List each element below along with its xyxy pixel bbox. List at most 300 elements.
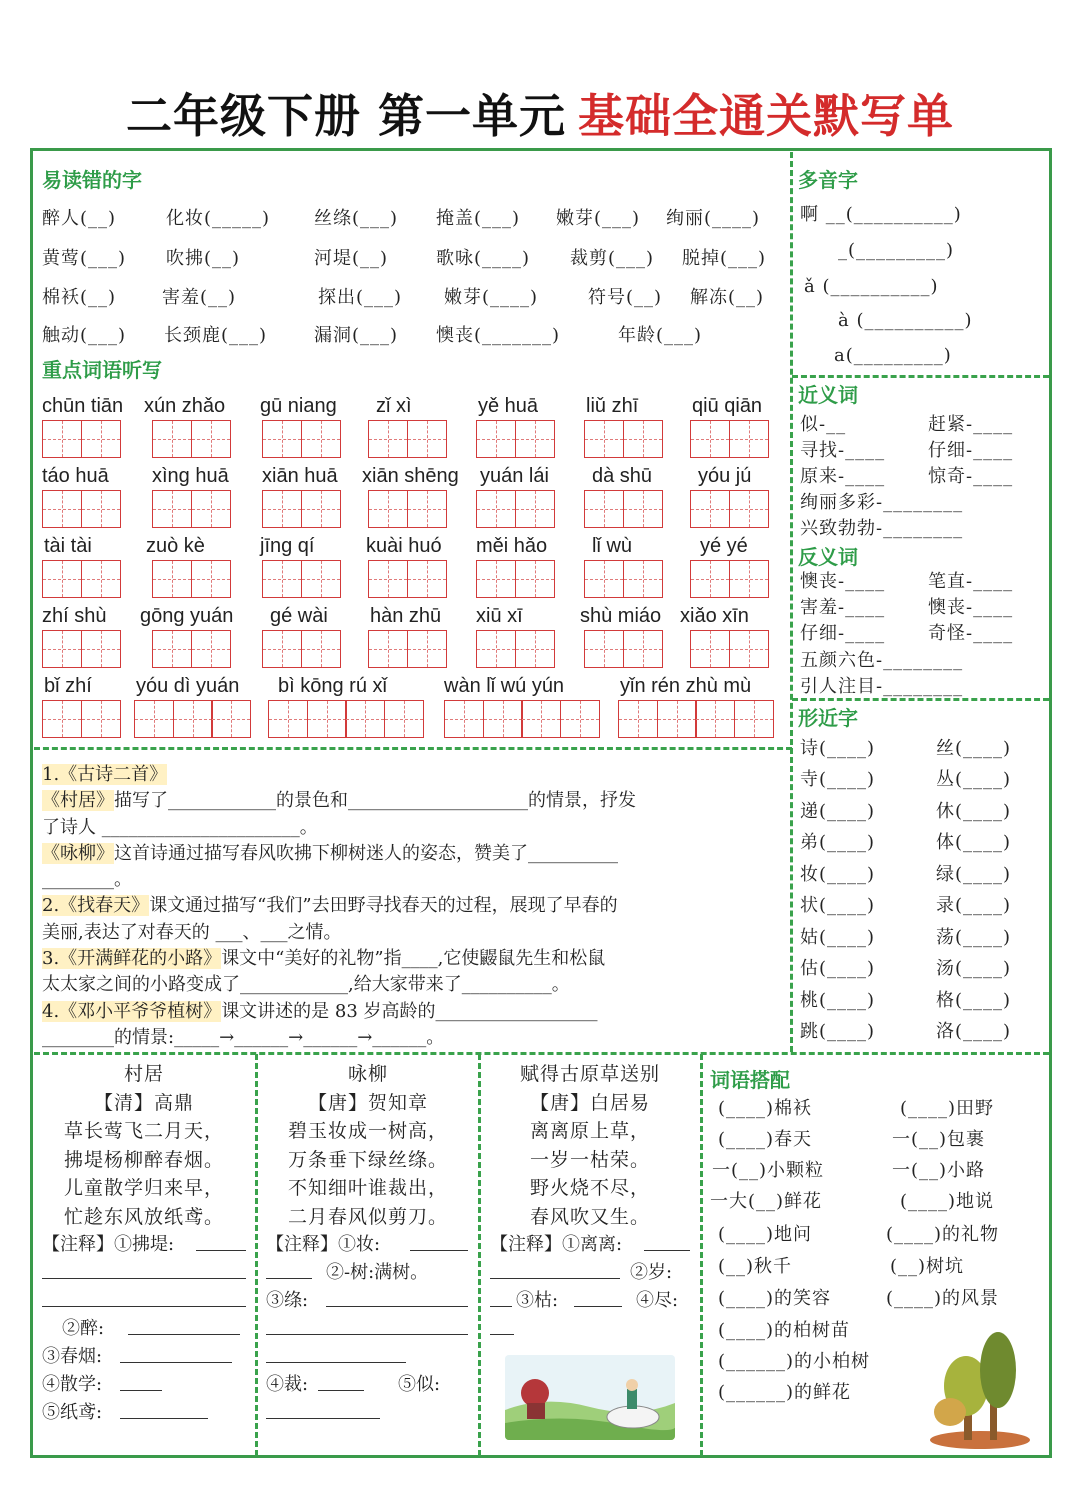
- grid-cell[interactable]: [729, 630, 769, 668]
- writing-grid[interactable]: [476, 560, 555, 598]
- divider-right: [790, 152, 793, 1052]
- note-label: ④尽:: [636, 1290, 679, 1311]
- poem-title: 咏柳: [347, 1063, 388, 1085]
- pinyin: hàn zhū: [370, 605, 442, 627]
- answer-line: [318, 1390, 364, 1391]
- collocation-item: (____)的笑容: [718, 1288, 832, 1309]
- poem-title: 村居: [123, 1063, 164, 1085]
- polyphone-item: ǎ (__________): [804, 276, 939, 297]
- pinyin: gū niang: [260, 395, 337, 417]
- easy-word: 害羞(__): [162, 287, 237, 308]
- question-line: [42, 815, 784, 841]
- note-label: 【注释】①妆:: [266, 1234, 381, 1255]
- writing-grid[interactable]: [42, 490, 121, 528]
- grid-cell[interactable]: [262, 630, 302, 668]
- writing-grid[interactable]: [42, 560, 121, 598]
- divider-poly: [792, 375, 1049, 378]
- similar-char: 录(____): [936, 895, 1012, 916]
- collocation-item: (____)地说: [900, 1191, 995, 1212]
- grid-cell[interactable]: [515, 420, 555, 458]
- question-line: [42, 788, 784, 814]
- grid-cell[interactable]: [42, 700, 82, 738]
- answer-line: [326, 1306, 468, 1307]
- pinyin: táo huā: [42, 465, 109, 487]
- collocation-item: (__)树坑: [890, 1256, 965, 1277]
- writing-grid[interactable]: [584, 420, 663, 458]
- answer-line: [266, 1362, 406, 1363]
- poem-author: 【清】高鼎: [93, 1091, 194, 1114]
- pinyin: gé wài: [270, 605, 328, 627]
- grid-cell[interactable]: [191, 630, 231, 668]
- divider-poem1: [255, 1054, 258, 1456]
- answer-line: [42, 1306, 246, 1307]
- grid-cell[interactable]: [81, 560, 121, 598]
- pinyin: yuán lái: [480, 465, 549, 487]
- collocation-item: (____)田野: [900, 1098, 995, 1119]
- note-label: ③春烟:: [42, 1346, 103, 1367]
- pinyin: xiān huā: [262, 465, 338, 487]
- answer-line: [490, 1334, 514, 1335]
- writing-grid[interactable]: [42, 630, 121, 668]
- writing-grid[interactable]: [444, 700, 600, 738]
- writing-grid[interactable]: [368, 490, 447, 528]
- answer-line: [120, 1362, 232, 1363]
- easy-word: 吹拂(__): [166, 248, 241, 269]
- pinyin: yǐn rén zhù mù: [620, 675, 752, 697]
- divider-mid: [34, 747, 792, 750]
- pinyin: měi hǎo: [476, 535, 548, 557]
- pinyin: zhí shù: [42, 605, 107, 627]
- easy-word: 触动(___): [42, 325, 127, 346]
- grid-cell[interactable]: [301, 490, 341, 528]
- poem-line: 草长莺飞二月天，: [63, 1120, 224, 1142]
- poem-line: 万条垂下绿丝绦。: [287, 1148, 448, 1171]
- grid-cell[interactable]: [690, 490, 730, 528]
- answer-line: [410, 1250, 468, 1251]
- question-title: 《村居》: [42, 790, 114, 812]
- easy-word: 丝绦(___): [314, 208, 399, 229]
- grid-cell[interactable]: [152, 560, 192, 598]
- note-label: ③绦:: [266, 1290, 309, 1311]
- poem-line: 野火烧不尽，: [529, 1177, 650, 1199]
- antonym-item: 奇怪-____: [928, 623, 1014, 644]
- grid-cell[interactable]: [81, 490, 121, 528]
- pinyin: yé yé: [700, 535, 748, 557]
- grid-cell[interactable]: [695, 700, 735, 738]
- answer-line: [490, 1278, 620, 1279]
- answer-line: [128, 1334, 240, 1335]
- similar-char: 递(____): [800, 801, 876, 822]
- easy-word: 黄莺(___): [42, 248, 127, 269]
- grid-cell[interactable]: [407, 630, 447, 668]
- writing-grid[interactable]: [268, 700, 424, 738]
- note-label: ⑤纸鸢:: [42, 1402, 103, 1423]
- writing-grid[interactable]: [134, 700, 251, 738]
- poem-author: 【唐】白居易: [529, 1091, 650, 1114]
- poem-line: 春风吹又生。: [529, 1205, 650, 1228]
- poem-title: 赋得古原草送别: [519, 1063, 660, 1085]
- question-title: 4.《邓小平爷爷植树》: [42, 1000, 222, 1022]
- writing-grid[interactable]: [690, 420, 769, 458]
- grid-cell[interactable]: [690, 420, 730, 458]
- writing-grid[interactable]: [584, 630, 663, 668]
- antonym-item: 懊丧-____: [928, 597, 1014, 618]
- question-text: 课文中“美好的礼物”指____,它使鼹鼠先生和松鼠: [221, 948, 606, 970]
- antonym-item: 害羞-____: [800, 597, 886, 618]
- similar-char: 弟(____): [800, 832, 876, 853]
- pinyin: zuò kè: [146, 535, 205, 557]
- similar-char: 汤(____): [936, 958, 1012, 979]
- easy-word: 裁剪(___): [570, 248, 655, 269]
- question-title: 1.《古诗二首》: [42, 764, 168, 785]
- grid-cell[interactable]: [81, 700, 121, 738]
- grid-cell[interactable]: [42, 490, 82, 528]
- grid-cell[interactable]: [729, 490, 769, 528]
- section-polyphone: 多音字: [798, 168, 858, 192]
- note-label: 【注释】①离离:: [490, 1234, 623, 1255]
- grid-cell[interactable]: [368, 560, 408, 598]
- grid-cell[interactable]: [262, 490, 302, 528]
- collocation-item: (______)的鲜花: [718, 1382, 852, 1403]
- grid-cell[interactable]: [476, 630, 516, 668]
- poem-line: 一岁一枯荣。: [529, 1148, 650, 1171]
- pinyin: yě huā: [478, 395, 539, 417]
- poem-fudeguyuancao: [484, 1060, 696, 1231]
- grid-cell[interactable]: [191, 490, 231, 528]
- easy-word: 解冻(__): [690, 287, 765, 308]
- grid-cell[interactable]: [444, 700, 484, 738]
- divider-poem2: [478, 1054, 481, 1456]
- answer-line: [490, 1306, 512, 1307]
- similar-char: 姑(____): [800, 927, 876, 948]
- pinyin: jīng qí: [260, 535, 315, 557]
- grid-cell[interactable]: [515, 490, 555, 528]
- easy-word: 长颈鹿(___): [164, 325, 268, 346]
- grid-cell[interactable]: [584, 560, 624, 598]
- question-text: 了诗人 ______________________。: [42, 816, 318, 838]
- pinyin: xiān shēng: [362, 465, 459, 487]
- grid-cell[interactable]: [301, 630, 341, 668]
- grid-cell[interactable]: [173, 700, 213, 738]
- divider-poem3: [700, 1054, 703, 1456]
- writing-grid[interactable]: [690, 490, 769, 528]
- grid-cell[interactable]: [407, 490, 447, 528]
- question-line: [42, 946, 784, 972]
- grid-cell[interactable]: [476, 490, 516, 528]
- section-synonym: 近义词: [798, 383, 858, 407]
- grid-cell[interactable]: [515, 630, 555, 668]
- grid-cell[interactable]: [191, 560, 231, 598]
- question-title: 2.《找春天》: [42, 895, 150, 917]
- grid-cell[interactable]: [729, 420, 769, 458]
- polyphone-item: a(_________): [834, 345, 952, 366]
- similar-char: 洛(____): [936, 1021, 1012, 1042]
- writing-grid[interactable]: [262, 630, 341, 668]
- similar-char: 体(____): [936, 832, 1012, 853]
- question-line: [42, 893, 784, 919]
- section-easy-wrong: 易读错的字: [42, 168, 142, 192]
- easy-word: 歌咏(____): [436, 248, 531, 269]
- grid-cell[interactable]: [729, 560, 769, 598]
- antonym-item: 五颜六色-________: [800, 650, 964, 671]
- question-title: 《咏柳》: [42, 842, 114, 864]
- synonym-item: 惊奇-____: [928, 466, 1014, 487]
- easy-word: 符号(__): [588, 287, 663, 308]
- writing-grid[interactable]: [476, 420, 555, 458]
- writing-grid[interactable]: [262, 490, 341, 528]
- grid-cell[interactable]: [191, 420, 231, 458]
- question-text: 描写了____________的景色和____________________的情景，抒发: [114, 790, 636, 812]
- similar-char: 跳(____): [800, 1021, 876, 1042]
- synonym-item: 赶紧-____: [928, 414, 1014, 435]
- question-text: ________。: [42, 869, 132, 891]
- answer-line: [42, 1278, 246, 1279]
- answer-line: [266, 1278, 312, 1279]
- pinyin: kuài huó: [366, 535, 442, 557]
- pinyin: tài tài: [44, 535, 92, 557]
- grid-cell[interactable]: [584, 420, 624, 458]
- grid-cell[interactable]: [152, 490, 192, 528]
- grid-cell[interactable]: [584, 490, 624, 528]
- writing-grid[interactable]: [618, 700, 774, 738]
- collocation-item: (____)棉袄: [718, 1098, 813, 1119]
- writing-grid[interactable]: [152, 630, 231, 668]
- easy-word: 探出(___): [318, 287, 403, 308]
- similar-char: 状(____): [800, 895, 876, 916]
- page-title: [0, 80, 1080, 146]
- grid-cell[interactable]: [262, 420, 302, 458]
- grid-cell[interactable]: [384, 700, 424, 738]
- grid-cell[interactable]: [690, 630, 730, 668]
- question-line: [42, 920, 784, 946]
- grid-cell[interactable]: [42, 630, 82, 668]
- antonym-item: 懊丧-____: [800, 571, 886, 592]
- grid-cell[interactable]: [584, 630, 624, 668]
- easy-word: 年龄(___): [618, 325, 703, 346]
- synonym-item: 寻找-____: [800, 440, 886, 461]
- grid-cell[interactable]: [560, 700, 600, 738]
- poem-author: 【唐】贺知章: [307, 1091, 428, 1114]
- writing-grid[interactable]: [690, 560, 769, 598]
- tree-illustration: [920, 1330, 1040, 1450]
- question-text: ________的情景:_____→______→______→______。: [42, 1026, 445, 1048]
- writing-grid[interactable]: [262, 420, 341, 458]
- pinyin: xiǎo xīn: [680, 605, 749, 627]
- grid-cell[interactable]: [476, 560, 516, 598]
- question-text: 课文讲述的是 83 岁高龄的__________________: [221, 1000, 598, 1022]
- divider-bottom: [34, 1052, 1049, 1055]
- section-similar-char: 形近字: [798, 706, 858, 730]
- poem-cunju: [38, 1060, 250, 1231]
- poem-line: 不知细叶谁裁出，: [287, 1177, 448, 1199]
- writing-grid[interactable]: [368, 420, 447, 458]
- grid-cell[interactable]: [521, 700, 561, 738]
- collocation-item: 一(__)小颗粒: [712, 1160, 825, 1181]
- note-label: ②岁:: [630, 1262, 673, 1283]
- divider-syn: [792, 698, 1049, 701]
- easy-word: 掩盖(___): [436, 208, 521, 229]
- collocation-item: 一(__)包裹: [892, 1129, 986, 1150]
- similar-char: 妆(____): [800, 864, 876, 885]
- easy-word: 绚丽(____): [666, 208, 761, 229]
- synonym-item: 绚丽多彩-________: [800, 492, 964, 513]
- note-label: 【注释】①拂堤:: [42, 1234, 175, 1255]
- similar-char: 绿(____): [936, 864, 1012, 885]
- question-title: 3.《开满鲜花的小路》: [42, 948, 222, 970]
- grid-cell[interactable]: [81, 420, 121, 458]
- grid-cell[interactable]: [623, 490, 663, 528]
- poem-illustration: [505, 1355, 675, 1440]
- grid-cell[interactable]: [476, 420, 516, 458]
- question-line: [42, 867, 784, 893]
- polyphone-item: _(_________): [838, 240, 955, 261]
- grid-cell[interactable]: [211, 700, 251, 738]
- antonym-item: 引人注目-________: [800, 676, 964, 697]
- similar-char: 丛(____): [936, 769, 1012, 790]
- grid-cell[interactable]: [734, 700, 774, 738]
- grid-cell[interactable]: [152, 420, 192, 458]
- answer-line: [644, 1250, 690, 1251]
- questions-area: [42, 762, 784, 1051]
- poem-line: 离离原上草，: [529, 1120, 650, 1142]
- pinyin: yóu jú: [698, 465, 752, 487]
- answer-line: [120, 1418, 208, 1419]
- pinyin: gōng yuán: [140, 605, 234, 627]
- grid-cell[interactable]: [134, 700, 174, 738]
- poem-line: 碧玉妆成一树高，: [287, 1120, 448, 1142]
- writing-grid[interactable]: [152, 490, 231, 528]
- grid-cell[interactable]: [345, 700, 385, 738]
- grid-cell[interactable]: [301, 560, 341, 598]
- grid-cell[interactable]: [407, 560, 447, 598]
- similar-char: 寺(____): [800, 769, 876, 790]
- poem-line: 拂堤杨柳醉春烟。: [63, 1148, 224, 1171]
- pinyin: dà shū: [592, 465, 653, 487]
- answer-line: [120, 1390, 162, 1391]
- easy-word: 化妆(_____): [166, 208, 271, 229]
- similar-char: 诗(____): [800, 738, 876, 759]
- collocation-item: (____)的风景: [886, 1288, 1000, 1309]
- grid-cell[interactable]: [262, 560, 302, 598]
- grid-cell[interactable]: [368, 630, 408, 668]
- pinyin: yóu dì yuán: [136, 675, 240, 697]
- pinyin: xún zhǎo: [144, 395, 226, 417]
- grid-cell[interactable]: [623, 560, 663, 598]
- section-collocation: 词语搭配: [710, 1068, 790, 1092]
- easy-word: 嫩芽(___): [556, 208, 641, 229]
- writing-grid[interactable]: [42, 700, 121, 738]
- writing-grid[interactable]: [152, 420, 231, 458]
- poem-yongliu: [262, 1060, 474, 1231]
- grid-cell[interactable]: [623, 420, 663, 458]
- grid-cell[interactable]: [301, 420, 341, 458]
- writing-grid[interactable]: [584, 490, 663, 528]
- pinyin: shù miáo: [580, 605, 662, 627]
- grid-cell[interactable]: [307, 700, 347, 738]
- collocation-item: 一(__)小路: [892, 1160, 986, 1181]
- answer-line: [196, 1250, 246, 1251]
- similar-char: 估(____): [800, 958, 876, 979]
- question-text: 太太家之间的小路变成了____________,给大家带来了__________。: [42, 974, 570, 996]
- grid-cell[interactable]: [368, 490, 408, 528]
- easy-word: 醉人(__): [42, 208, 117, 229]
- poem-line: 忙趁东风放纸鸢。: [63, 1205, 224, 1228]
- grid-cell[interactable]: [268, 700, 308, 738]
- writing-grid[interactable]: [584, 560, 663, 598]
- easy-word: 脱掉(___): [682, 248, 767, 269]
- pinyin: zǐ xì: [376, 395, 412, 417]
- question-line: [42, 1025, 784, 1051]
- poem-line: 二月春风似剪刀。: [287, 1205, 448, 1228]
- collocation-item: (____)的柏树苗: [718, 1320, 851, 1341]
- synonym-item: 似-__: [800, 414, 847, 435]
- grid-cell[interactable]: [515, 560, 555, 598]
- title-sheet-name: 基础全通关默写单: [578, 89, 954, 143]
- question-line: [42, 841, 784, 867]
- similar-char: 丝(____): [936, 738, 1012, 759]
- writing-grid[interactable]: [368, 630, 447, 668]
- note-label: ⑤似:: [398, 1374, 441, 1395]
- writing-grid[interactable]: [690, 630, 769, 668]
- collocation-item: (____)地问: [718, 1224, 813, 1245]
- polyphone-item: 啊 __(__________): [800, 204, 962, 225]
- question-text: 课文通过描写“我们”去田野寻找春天的过程，展现了早春的: [149, 895, 618, 917]
- poem-line: 儿童散学归来早，: [63, 1177, 224, 1199]
- similar-char: 桃(____): [800, 990, 876, 1011]
- collocation-item: (__)秋千: [718, 1256, 793, 1277]
- writing-grid[interactable]: [42, 420, 121, 458]
- antonym-item: 仔细-____: [800, 623, 886, 644]
- grid-cell[interactable]: [483, 700, 523, 738]
- writing-grid[interactable]: [262, 560, 341, 598]
- grid-cell[interactable]: [152, 630, 192, 668]
- similar-char: 荡(____): [936, 927, 1012, 948]
- writing-grid[interactable]: [476, 490, 555, 528]
- note-label: ④裁:: [266, 1374, 309, 1395]
- grid-cell[interactable]: [368, 420, 408, 458]
- note-label: ③枯:: [516, 1290, 559, 1311]
- writing-grid[interactable]: [152, 560, 231, 598]
- polyphone-item: à (__________): [838, 310, 973, 331]
- grid-cell[interactable]: [81, 630, 121, 668]
- pinyin: qiū qiān: [692, 395, 763, 417]
- similar-char: 休(____): [936, 801, 1012, 822]
- question-text: 美丽,表达了对春天的 ___、___之情。: [42, 921, 342, 943]
- easy-word: 棉袄(__): [42, 287, 117, 308]
- pinyin: bì kōng rú xǐ: [278, 675, 387, 697]
- writing-grid[interactable]: [368, 560, 447, 598]
- grid-cell[interactable]: [42, 420, 82, 458]
- grid-cell[interactable]: [407, 420, 447, 458]
- question-line: [42, 972, 784, 998]
- pinyin: chūn tiān: [42, 395, 124, 417]
- pinyin: wàn lǐ wú yún: [444, 675, 565, 697]
- grid-cell[interactable]: [42, 560, 82, 598]
- note-label: ②-树:满树。: [326, 1262, 429, 1283]
- question-text: 这首诗通过描写春风吹拂下柳树迷人的姿态，赞美了__________: [114, 842, 618, 864]
- question-line: [42, 762, 784, 788]
- similar-char: 格(____): [936, 990, 1012, 1011]
- grid-cell[interactable]: [623, 630, 663, 668]
- grid-cell[interactable]: [657, 700, 697, 738]
- grid-cell[interactable]: [690, 560, 730, 598]
- synonym-item: 原来-____: [800, 466, 886, 487]
- writing-grid[interactable]: [476, 630, 555, 668]
- note-label: ④散学:: [42, 1374, 103, 1395]
- answer-line: [266, 1334, 468, 1335]
- grid-cell[interactable]: [618, 700, 658, 738]
- easy-word: 懊丧(_______): [436, 325, 561, 346]
